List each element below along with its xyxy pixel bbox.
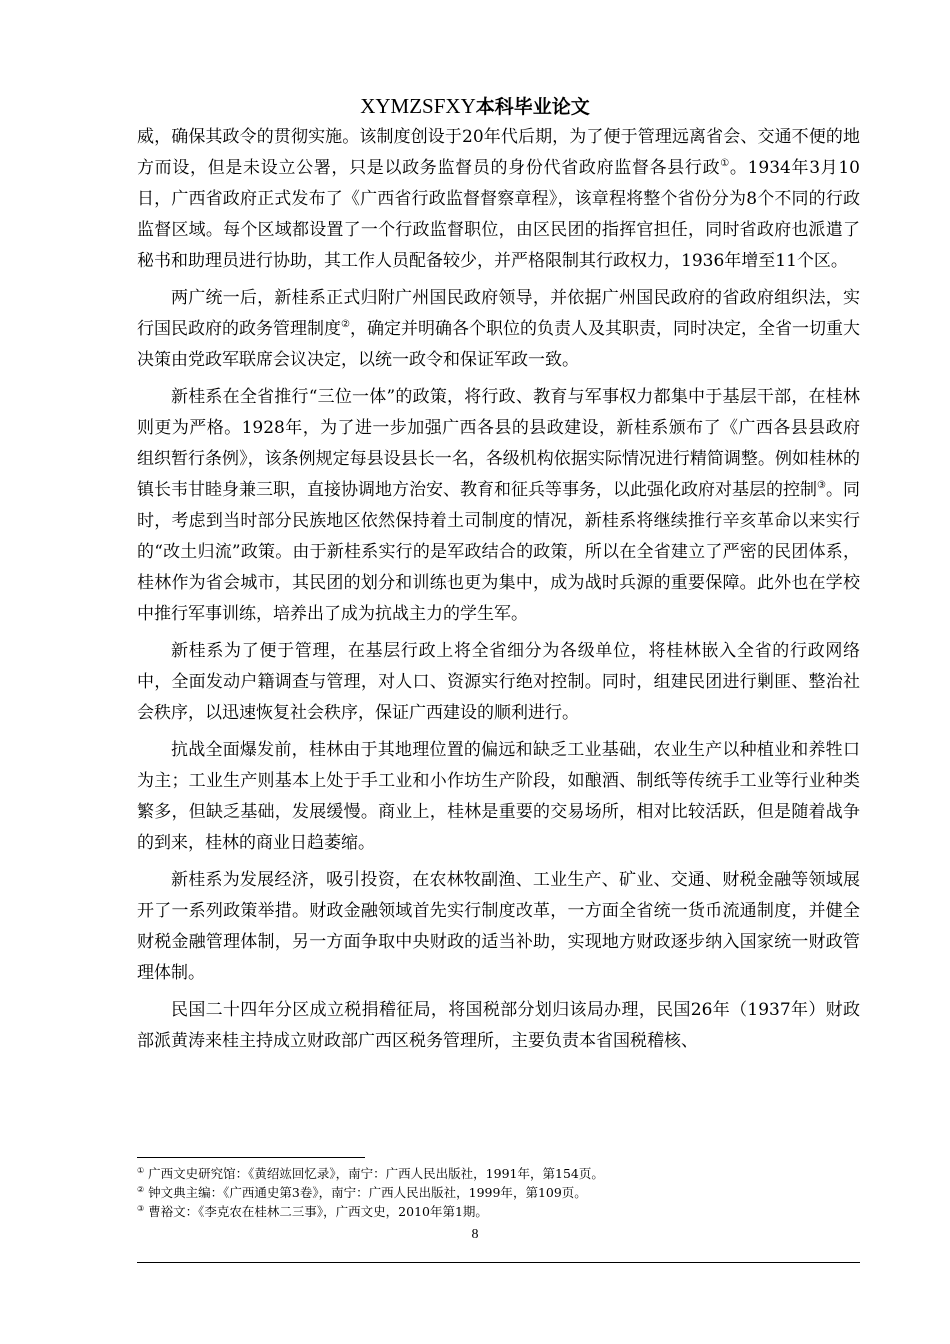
paragraph-2	[137, 283, 860, 376]
thesis-body	[137, 122, 860, 1063]
paragraph-2-text-a: 两广统一后，新桂系正式归附广州国民政府领导，并依据广州国民政府的省政府组织法，实行国民政府的政务管理制度	[137, 288, 860, 339]
footnote-1-text: 广西文史研究馆：《黄绍竑回忆录》，南宁：广西人民出版社，1991年，第154页。	[148, 1166, 604, 1181]
page-number: 8	[471, 1227, 479, 1242]
paragraph-3	[137, 382, 860, 630]
footnote-3-text: 曹裕文：《李克农在桂林二三事》，广西文史，2010年第1期。	[148, 1204, 488, 1219]
footnote-ref-1: ①	[720, 158, 730, 169]
footnote-ref-3: ③	[817, 480, 826, 491]
paragraph-3-text-b: 。同时，考虑到当时部分民族地区依然保持着土司制度的情况，新桂系将继续推行辛亥革命以来实行的“改土归流”政策。由于新桂系实行的是军政结合的政策，所以在全省建立了严密的民团体系，桂林作为省会城市，其民团的划分和训练也更为集中，成为战时兵源的重要保障。此外也在学校中推行军事训练，培养出了成为抗战主力的学生军。	[137, 480, 861, 624]
footer-rule	[137, 1262, 860, 1263]
paragraph-4: 新桂系为了便于管理，在基层行政上将全省细分为各级单位，将桂林嵌入全省的行政网络中，全面发动户籍调查与管理，对人口、资源实行绝对控制。同时，组建民团进行剿匪、整治社会秩序，以迅速恢复社会秩序，保证广西建设的顺利进行。	[137, 641, 860, 723]
paragraph-6: 新桂系为发展经济，吸引投资，在农林牧副渔、工业生产、矿业、交通、财税金融等领域展开了一系列政策举措。财政金融领域首先实行制度改革，一方面全省统一货币流通制度，并健全财税金融管理体制，另一方面争取中央财政的适当补助，实现地方财政逐步纳入国家统一财政管理体制。	[137, 870, 860, 983]
footnote-ref-2: ②	[341, 319, 350, 330]
paragraph-3-text-a: 新桂系在全省推行“三位一体”的政策，将行政、教育与军事权力都集中于基层干部，在桂林则更为严格。1928年，为了进一步加强广西各县的县政建设，新桂系颁布了《广西各县县政府组织暂行条例》，该条例规定每县设县长一名，各级机构依据实际情况进行精简调整。例如桂林的镇长韦甘睦身兼三职，直接协调地方治安、教育和征兵等事务，以此强化政府对基层的控制	[137, 387, 860, 500]
footnote-separator	[137, 1157, 365, 1158]
paragraph-1	[137, 122, 860, 277]
paragraph-7: 民国二十四年分区成立税捐稽征局，将国税部分划归该局办理，民国26年（1937年）财政部派黄涛来桂主持成立财政部广西区税务管理所，主要负责本省国税稽核、	[137, 1000, 860, 1051]
paragraph-1-text-b: 。1934年3月10日，广西省政府正式发布了《广西省行政监督督察章程》，该章程将整个省份分为8个不同的行政监督区域。每个区域都设置了一个行政监督职位，由区民团的指挥官担任，同时省政府也派遣了秘书和助理员进行协助，其工作人员配备较少，并严格限制其行政权力，1936年增至11个区。	[137, 158, 860, 271]
footnote-2-text: 钟文典主编：《广西通史第3卷》，南宁：广西人民出版社，1999年，第109页。	[148, 1185, 587, 1200]
footnote-2-mark: ②	[137, 1185, 145, 1194]
footnotes	[137, 1164, 860, 1221]
paragraph-5: 抗战全面爆发前，桂林由于其地理位置的偏远和缺乏工业基础，农业生产以种植业和养牲口为主；工业生产则基本上处于手工业和小作坊生产阶段，如酿酒、制纸等传统手工业等行业种类繁多，但缺乏基础，发展缓慢。商业上，桂林是重要的交易场所，相对比较活跃，但是随着战争的到来，桂林的商业日趋萎缩。	[137, 740, 860, 853]
footnote-3	[137, 1202, 860, 1221]
footnote-3-mark: ③	[137, 1204, 145, 1213]
header-title: 本科毕业论文	[475, 96, 590, 118]
page-header	[0, 92, 950, 121]
paragraph-2-text-b: ，确定并明确各个职位的负责人及其职责，同时决定，全省一切重大决策由党政军联席会议决定，以统一政令和保证军政一致。	[137, 319, 861, 370]
header-school-code: XYMZSFXY	[360, 94, 476, 118]
footnote-1-mark: ①	[137, 1166, 145, 1175]
paragraph-1-text-a: 威，确保其政令的贯彻实施。该制度创设于20年代后期，为了便于管理远离省会、交通不便的地方而设，但是未设立公署，只是以政务监督员的身份代省政府监督各县行政	[137, 127, 860, 178]
footnote-2	[137, 1183, 860, 1202]
footnote-1	[137, 1164, 860, 1183]
